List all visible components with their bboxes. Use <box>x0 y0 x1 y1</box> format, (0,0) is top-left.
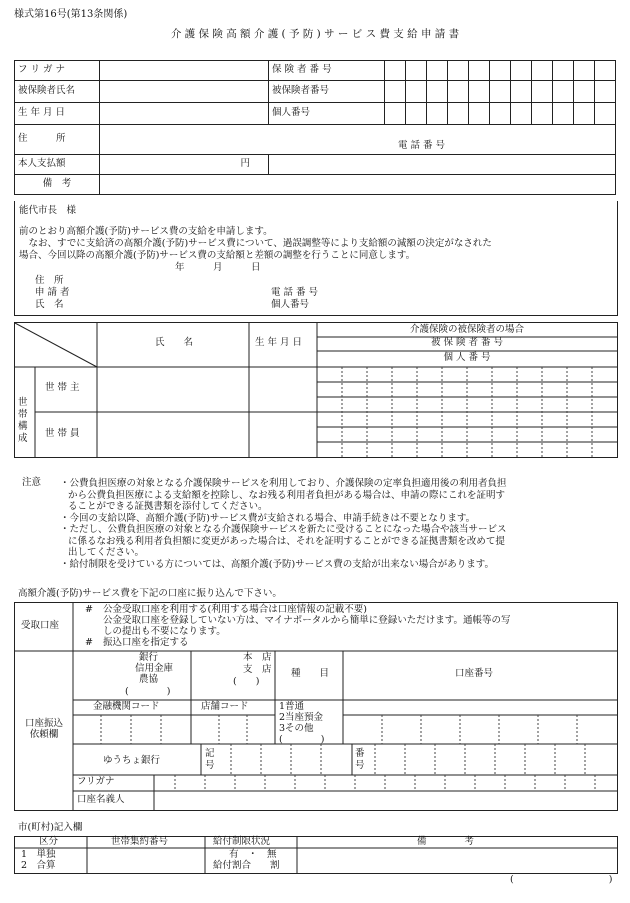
public-account-option[interactable]: 公金受取口座を利用する(利用する場合は口座情報の記載不要) <box>103 604 367 615</box>
notes-label: 注意 <box>22 477 42 488</box>
applicant-phone-label: 電 話 番 号 <box>271 287 319 298</box>
bango-label: 番号 <box>355 748 365 771</box>
birth-field[interactable] <box>100 103 269 125</box>
remarks-field[interactable] <box>100 175 616 195</box>
personal-no-label: 個人番号 <box>269 103 385 125</box>
care-insured-header: 介護保険の被保険者の場合 <box>409 324 524 335</box>
applicant-name-label: 氏 名 <box>35 299 64 310</box>
furigana-field[interactable] <box>100 61 269 81</box>
city-remarks-header: 備 考 <box>417 836 475 847</box>
bank-type-label: 銀行 <box>139 652 159 663</box>
other-bank-paren: ( ) <box>125 686 171 697</box>
public-account-note-2: しの提出も不要になります。 <box>103 626 226 637</box>
note-1: ・公費負担医療の対象となる介護保険サービスを利用しており、介護保険の定率負担適用後の利用者負担 <box>60 478 507 489</box>
type-other: 3その他 <box>279 723 314 734</box>
account-type-header: 種 目 <box>291 668 330 679</box>
restriction-yes-no: 有 ・ 無 <box>229 849 277 860</box>
address-field[interactable] <box>100 125 616 155</box>
furigana-label: フ リ ガ ナ <box>15 61 100 81</box>
account-furigana-label: フリガナ <box>77 776 115 787</box>
form-number: 様式第16号(第13条関係) <box>14 9 128 20</box>
insured-no-label: 被保険者番号 <box>269 81 385 103</box>
yucho-bank-label: ゆうちょ銀行 <box>103 755 161 766</box>
address-label: 住 所 <box>15 125 100 155</box>
mayor-address: 能代市長 様 <box>19 205 77 216</box>
birth-label: 生 年 月 日 <box>15 103 100 125</box>
kubun-header: 区分 <box>39 836 59 847</box>
note-3: ・ただし、公費負担医療の対象となる介護保険サービスを新たに受けることになった場合や該当サービス <box>60 524 507 535</box>
household-composition-label: 世帯構成 <box>18 397 28 444</box>
public-account-note-1: 公金受取口座を登録していない方は、マイナポータルから簡単に登録いただけます。通帳等の写 <box>103 615 511 626</box>
specify-account-option[interactable]: 振込口座を指定する <box>103 637 189 648</box>
nokyo-type-label: 農協 <box>139 674 159 685</box>
name-column-header: 氏 名 <box>155 337 194 348</box>
kigo-label: 記号 <box>205 748 215 771</box>
note-3b: に係るなお残る利用者負担額に変更があった場合は、それを証明することができる証拠書類を改めて提 <box>68 535 505 547</box>
insured-name-label: 被保険者氏名 <box>15 81 100 103</box>
applicant-label: 申 請 者 <box>35 287 70 298</box>
self-pay-label: 本人支払額 <box>15 155 100 175</box>
branch-label: 支 店 <box>243 664 272 675</box>
note-4: ・給付制限を受けている方については、高額介護(予防)サービス費の支給が出来ない場合があります。 <box>60 558 494 570</box>
branch-code-label: 店舗コード <box>201 701 249 712</box>
self-pay-field[interactable] <box>100 155 269 175</box>
insured-name-field[interactable] <box>100 81 269 103</box>
benefit-ratio: 給付割合 割 <box>213 860 280 871</box>
head-of-household-label: 世 帯 主 <box>45 382 80 393</box>
note-2: ・今回の支給以降、高額介護(予防)サービス費が支給される場合、申請手続きは不要となります。 <box>60 512 476 524</box>
receiving-account-label: 受取口座 <box>21 620 60 631</box>
household-member-label: 世 帯 員 <box>45 428 80 439</box>
transfer-request-label: 口座振込依頼欄 <box>24 718 63 740</box>
insurer-no-label: 保 険 者 番 号 <box>269 61 352 81</box>
yen-unit: 円 <box>240 158 250 170</box>
phone-label: 電 話 番 号 <box>398 140 446 151</box>
insured-info-table <box>14 60 616 195</box>
note-1c: ることができる証拠書類を添付してください。 <box>68 501 268 512</box>
insured-no-header: 被 保 険 者 番 号 <box>430 337 504 348</box>
birth-column-header: 生 年 月 日 <box>255 337 303 348</box>
note-3c: 出してください。 <box>68 547 145 558</box>
notes-block <box>60 478 620 570</box>
bank-intro: 高額介護(予防)サービス費を下記の口座に振り込んで下さい。 <box>18 588 282 599</box>
branch-paren: ( ) <box>233 676 260 687</box>
city-section-title: 市(町村)記入欄 <box>18 822 83 833</box>
remarks-label: 備 考 <box>15 175 100 195</box>
shinkin-type-label: 信用金庫 <box>135 663 174 674</box>
statement-line-1: 前のとおり高額介護(予防)サービス費の支給を申請します。 <box>19 226 273 237</box>
hash-mark-2: # <box>85 637 93 648</box>
application-date: 年 月 日 <box>175 262 261 273</box>
benefit-restriction-header: 給付制限状況 <box>213 836 271 847</box>
account-no-header: 口座番号 <box>455 668 494 679</box>
bottom-paren: ( ) <box>510 874 613 885</box>
applicant-address-label: 住 所 <box>35 275 64 286</box>
account-holder-label: 口座名義人 <box>77 794 125 805</box>
application-statement <box>14 201 618 316</box>
main-branch-label: 本 店 <box>243 652 272 663</box>
household-table <box>14 322 618 458</box>
type-ordinary: 1普通 <box>279 701 305 712</box>
note-1b: から公費負担医療による支給額を控除し、なお残る利用者負担がある場合は、申請の際にこれを証明す <box>68 489 506 501</box>
page-title: 介 護 保 険 高 額 介 護 ( 予 防 ) サ ー ビ ス 費 支 給 申 請 書 <box>170 28 460 40</box>
bank-account-section <box>14 602 618 811</box>
kubun-combined: 2 合算 <box>21 860 56 871</box>
type-current: 2当座預金 <box>279 712 324 723</box>
personal-no-header: 個 人 番 号 <box>443 352 491 363</box>
kubun-single: 1 単独 <box>21 849 56 860</box>
household-group-no-header: 世帯集約番号 <box>111 836 169 847</box>
institution-code-label: 金融機関コード <box>93 701 160 712</box>
statement-line-2: なお、すでに支給済の高額介護(予防)サービス費について、過誤調整等により支給額の減額の決定がなされた <box>19 238 492 249</box>
city-entry-table <box>14 836 618 874</box>
applicant-personal-no-label: 個人番号 <box>271 299 310 310</box>
statement-line-3: 場合、今回以降の高額介護(予防)サービス費の支給額と差額の調整を行うことに同意します。 <box>19 250 416 261</box>
type-other-paren: ( ) <box>279 734 325 745</box>
hash-mark-1: # <box>85 604 93 615</box>
